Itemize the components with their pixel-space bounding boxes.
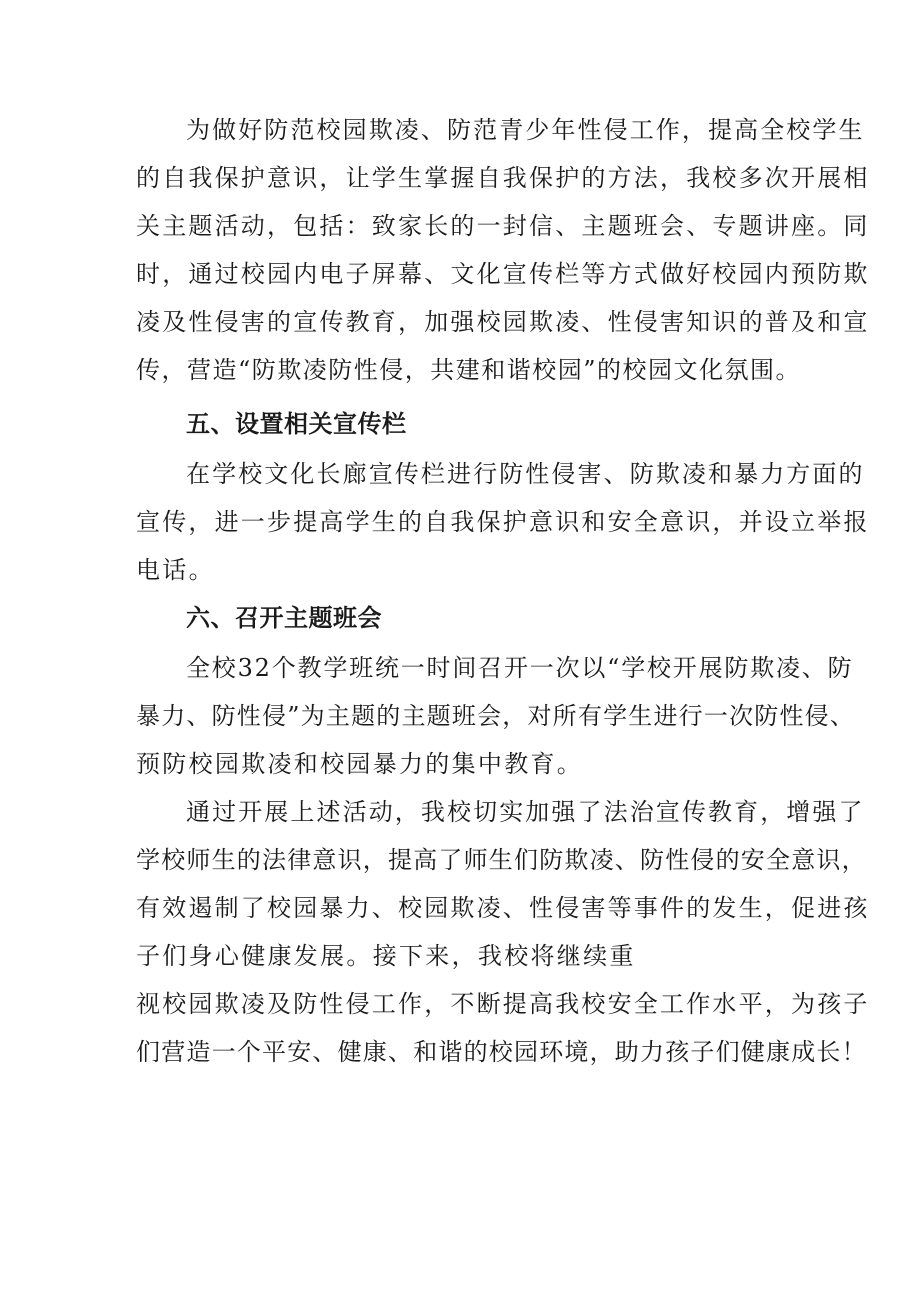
paragraph-1-line-4: 时，通过校园内电子屏幕、文化宣传栏等方式做好校园内预防欺	[136, 260, 870, 288]
section-5-line-1: 在学校文化长廊宣传栏进行防性侵害、防欺凌和暴力方面的	[186, 460, 865, 488]
paragraph-1-line-6: 传，营造“防欺凌防性侵，共建和谐校园”的校园文化氛围。	[136, 356, 802, 384]
section-6-line-3: 预防校园欺凌和校园暴力的集中教育。	[136, 750, 584, 778]
section-6-line-1: 全校32个教学班统一时间召开一次以“学校开展防欺凌、防	[186, 654, 854, 682]
paragraph-1-line-3: 关主题活动，包括：致家长的一封信、主题班会、专题讲座。同	[136, 212, 870, 240]
conclusion-line-1: 通过开展上述活动，我校切实加强了法治宣传教育，增强了	[186, 798, 865, 826]
conclusion-line-4: 子们身心健康发展。接下来，我校将继续重	[136, 942, 636, 970]
conclusion-line-5: 视校园欺凌及防性侵工作，不断提高我校安全工作水平，为孩子	[136, 990, 870, 1018]
section-5-heading: 五、设置相关宣传栏	[186, 410, 407, 438]
section-5-line-3: 电话。	[136, 556, 215, 584]
conclusion-line-3: 有效遏制了校园暴力、校园欺凌、性侵害等事件的发生，促进孩	[136, 894, 870, 922]
conclusion-line-2: 学校师生的法律意识，提高了师生们防欺凌、防性侵的安全意识，	[136, 846, 867, 874]
paragraph-1-line-2: 的自我保护意识，让学生掌握自我保护的方法，我校多次开展相	[136, 164, 870, 192]
conclusion-line-6: 们营造一个平安、健康、和谐的校园环境，助力孩子们健康成长！	[136, 1038, 867, 1066]
section-5-line-2: 宣传，进一步提高学生的自我保护意识和安全意识，并设立举报	[136, 508, 870, 536]
section-6-line-2: 暴力、防性侵”为主题的主题班会，对所有学生进行一次防性侵、	[136, 702, 856, 730]
paragraph-1-line-5: 凌及性侵害的宣传教育，加强校园欺凌、性侵害知识的普及和宣	[136, 308, 870, 336]
paragraph-1-line-1: 为做好防范校园欺凌、防范青少年性侵工作，提高全校学生	[186, 116, 865, 144]
section-6-heading: 六、召开主题班会	[186, 604, 382, 632]
